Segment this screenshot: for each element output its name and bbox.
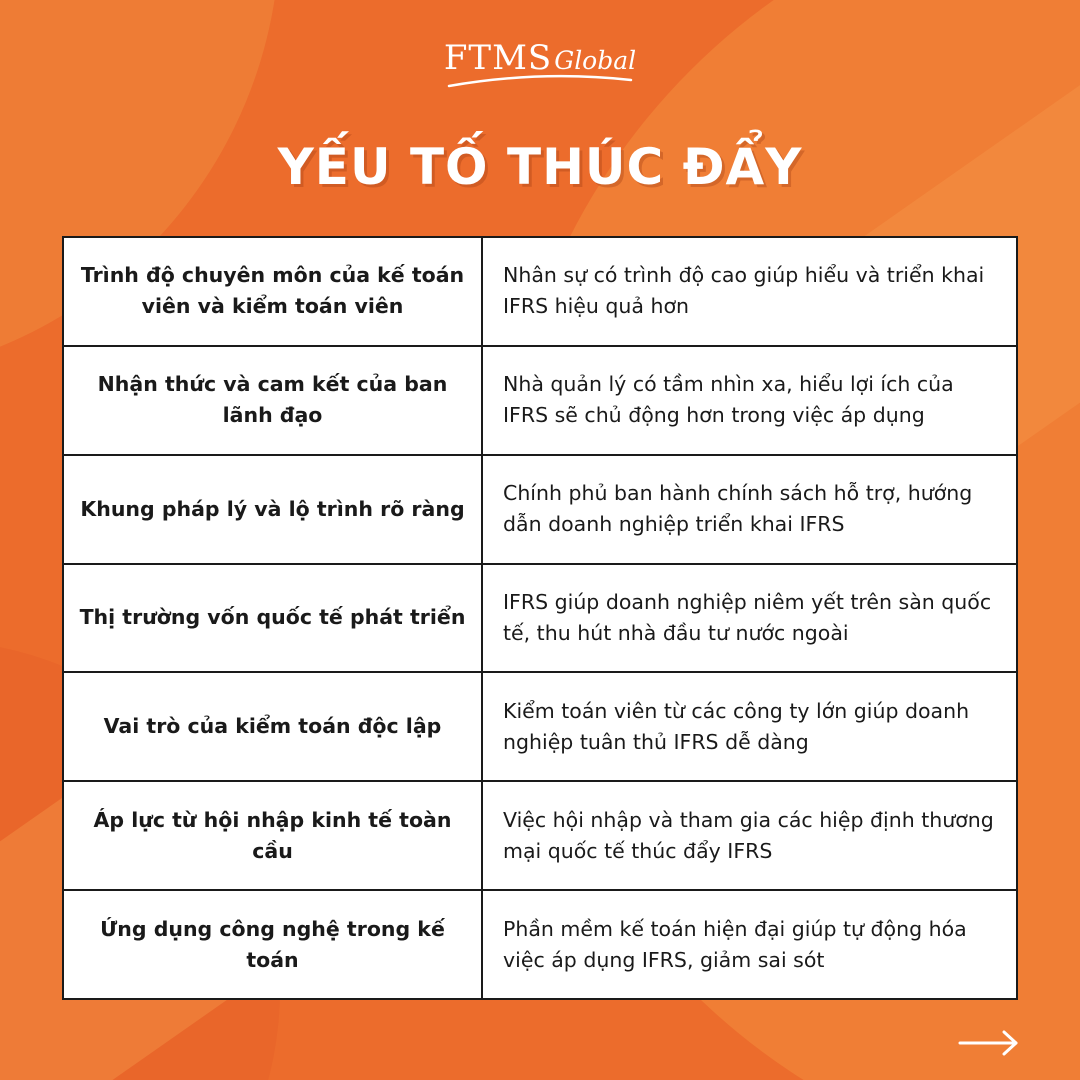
description-cell: Kiểm toán viên từ các công ty lớn giúp doanh nghiệp tuân thủ IFRS dễ dàng (482, 672, 1017, 781)
table-row (63, 346, 1017, 455)
description-cell: Việc hội nhập và tham gia các hiệp định thương mại quốc tế thúc đẩy IFRS (482, 781, 1017, 890)
logo-main-text: FTMS (443, 38, 553, 78)
brand-logo (0, 38, 1080, 90)
arrow-right-icon[interactable] (958, 1030, 1020, 1060)
description-cell: Nhà quản lý có tầm nhìn xa, hiểu lợi ích của IFRS sẽ chủ động hơn trong việc áp dụng (482, 346, 1017, 455)
factor-cell: Trình độ chuyên môn của kế toán viên và kiểm toán viên (63, 237, 482, 346)
description-cell: Chính phủ ban hành chính sách hỗ trợ, hướng dẫn doanh nghiệp triển khai IFRS (482, 455, 1017, 564)
table-row (63, 564, 1017, 673)
table-row (63, 781, 1017, 890)
factors-table (62, 236, 1018, 1000)
factor-cell: Áp lực từ hội nhập kinh tế toàn cầu (63, 781, 482, 890)
factor-cell: Khung pháp lý và lộ trình rõ ràng (63, 455, 482, 564)
factor-cell: Thị trường vốn quốc tế phát triển (63, 564, 482, 673)
logo-sub-text: Global (554, 46, 637, 75)
factor-cell: Vai trò của kiểm toán độc lập (63, 672, 482, 781)
table-row (63, 890, 1017, 999)
table-row (63, 672, 1017, 781)
description-cell: IFRS giúp doanh nghiệp niêm yết trên sàn quốc tế, thu hút nhà đầu tư nước ngoài (482, 564, 1017, 673)
page-title: YẾU TỐ THÚC ĐẨY (277, 138, 803, 196)
table-row (63, 237, 1017, 346)
factor-cell: Nhận thức và cam kết của ban lãnh đạo (63, 346, 482, 455)
factor-cell: Ứng dụng công nghệ trong kế toán (63, 890, 482, 999)
description-cell: Phần mềm kế toán hiện đại giúp tự động hóa việc áp dụng IFRS, giảm sai sót (482, 890, 1017, 999)
description-cell: Nhân sự có trình độ cao giúp hiểu và triển khai IFRS hiệu quả hơn (482, 237, 1017, 346)
table-row (63, 455, 1017, 564)
